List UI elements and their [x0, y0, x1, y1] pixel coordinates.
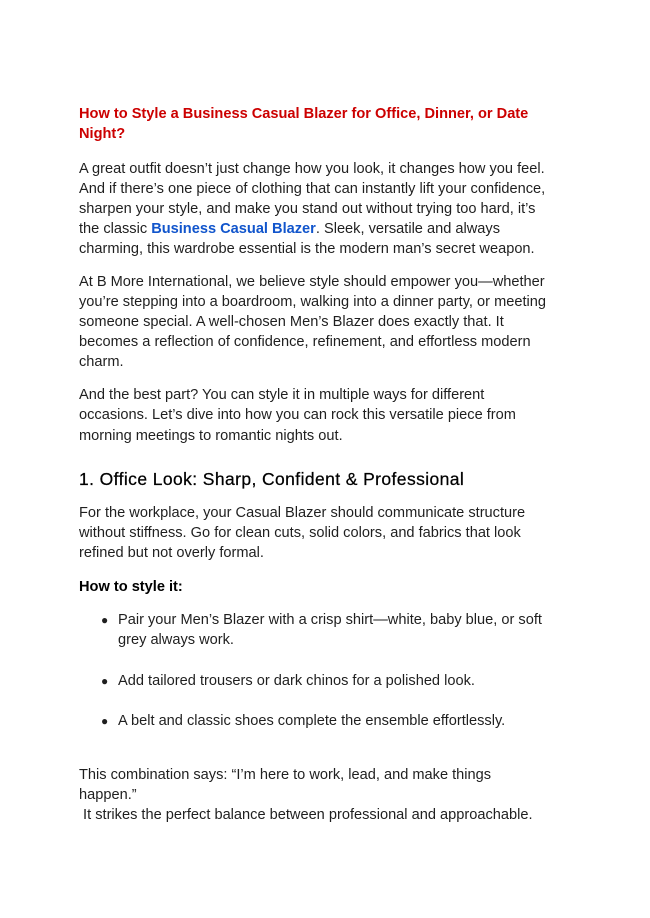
text-line [79, 219, 500, 239]
text-line: A great outfit doesn’t just change how you look, it changes how you feel. [79, 161, 545, 177]
text-line: charm. [79, 354, 124, 370]
text-line: becomes a reflection of confidence, refinement, and effortless modern [79, 334, 531, 350]
text-line: It strikes the perfect balance between professional and approachable. [79, 807, 533, 823]
section-heading: 1. Office Look: Sharp, Confident & Professional [79, 469, 465, 489]
text-line: morning meetings to romantic nights out. [79, 428, 343, 444]
bullet-icon: ● [101, 674, 109, 688]
text-line: Pair your Men’s Blazer with a crisp shirt—white, baby blue, or soft [118, 612, 542, 628]
text: . Sleek, versatile and always [315, 221, 500, 237]
text-line: charming, this wardrobe essential is the modern man’s secret weapon. [79, 241, 535, 257]
subheading: How to style it: [79, 579, 183, 595]
text-line: This combination says: “I’m here to work, lead, and make things [79, 767, 492, 783]
text-line: A belt and classic shoes complete the ensemble effortlessly. [118, 713, 506, 729]
bullet-icon: ● [101, 613, 109, 627]
text-line: And the best part? You can style it in multiple ways for different [79, 387, 485, 403]
text-line: And if there’s one piece of clothing that can instantly lift your confidence, [79, 181, 546, 197]
text-line: Add tailored trousers or dark chinos for a polished look. [118, 673, 475, 689]
text-line: without stiffness. Go for clean cuts, solid colors, and fabrics that look [79, 525, 521, 541]
text-line: occasions. Let’s dive into how you can rock this versatile piece from [79, 407, 516, 423]
text-line: you’re stepping into a boardroom, walking into a dinner party, or meeting [79, 294, 546, 310]
business-casual-blazer-link[interactable]: Business Casual Blazer [151, 221, 316, 237]
text-line: For the workplace, your Casual Blazer should communicate structure [79, 505, 526, 521]
text-line: happen.” [79, 787, 137, 803]
text-line: someone special. A well-chosen Men’s Blazer does exactly that. It [79, 314, 504, 330]
text-line: At B More International, we believe style should empower you—whether [79, 274, 545, 290]
text-line: grey always work. [118, 632, 234, 648]
text: the classic [79, 221, 152, 237]
bullet-icon: ● [101, 714, 109, 728]
title-line: Night? [79, 126, 126, 142]
title-line: How to Style a Business Casual Blazer for Office, Dinner, or Date [79, 106, 529, 122]
text-line: sharpen your style, and make you stand out without trying too hard, it’s [79, 201, 536, 217]
text-line: refined but not overly formal. [79, 545, 264, 561]
